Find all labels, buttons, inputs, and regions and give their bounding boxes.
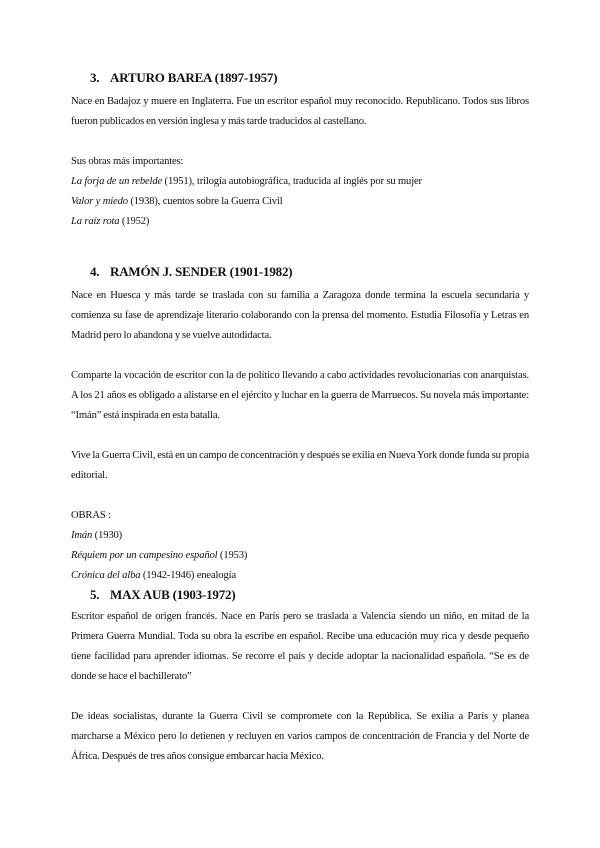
section-max-aub	[71, 587, 529, 767]
work-title: Valor y miedo	[71, 196, 128, 207]
work-detail: (1942-1946) enealogía	[140, 570, 236, 581]
work-title: Réquiem por un campesino español	[71, 550, 218, 561]
works-label: Sus obras más importantes:	[71, 156, 184, 167]
bio-paragraph: Escritor español de origen francés. Nace en París pero se traslada a Valencia siendo un niño, en mitad de la Primera Guerra Mundial. Toda su obra la escribe en español. Recibe una educación muy rica y desde pequeño tiene facilidad para aprender idiomas. Se recorre el país y decide adoptar la nacionalidad española. “Se es de donde se hace el bachillerato”	[71, 611, 529, 682]
section-title: MAX AUB (1903-1972)	[110, 587, 236, 602]
works-label: OBRAS :	[71, 510, 111, 521]
bio-paragraph: De ideas socialistas, durante la Guerra Civil se compromete con la República. Se exilia a París y planea marcharse a México pero lo detienen y recluyen en varios campos de concentración de Francia y del Norte de África. Después de tres años consigue embarcar hacia México.	[71, 711, 529, 762]
section-number: 4.	[90, 264, 100, 279]
work-item	[71, 212, 529, 232]
section-heading	[71, 587, 529, 603]
bio-paragraph: Comparte la vocación de escritor con la de político llevando a cabo actividades revolucionarias con anarquistas. A los 21 años es obligado a alistarse en el ejército y luchar en la guerra de Marruecos. Su novela más importante: “Imán” está inspirada en esta batalla.	[71, 370, 529, 421]
work-title: Crónica del alba	[71, 570, 141, 581]
section-title: ARTURO BAREA (1897-1957)	[110, 70, 278, 85]
section-ramon-sender	[71, 264, 529, 586]
bio-paragraph: Nace en Badajoz y muere en Inglaterra. Fue un escritor español muy reconocido. Republicano. Todos sus libros fueron publicados en versión inglesa y más tarde traducidos al castellano.	[71, 96, 529, 127]
work-detail: (1953)	[217, 550, 248, 561]
work-item	[71, 526, 529, 546]
work-item	[71, 566, 529, 586]
bio-paragraph: Vive la Guerra Civil, está en un campo de concentración y después se exilia en Nueva York donde funda su propia editorial.	[71, 450, 529, 481]
section-number: 3.	[90, 70, 100, 85]
work-detail: (1952)	[119, 216, 150, 227]
section-number: 5.	[90, 587, 100, 602]
work-detail: (1930)	[92, 530, 123, 541]
bio-paragraph: Nace en Huesca y más tarde se traslada con su familia a Zaragoza donde termina la escuela secundaria y comienza su fase de aprendizaje literario colaborando con la prensa del momento. Estudia Filosofía y Letras en Madrid pero lo abandona y se vuelve autodidacta.	[71, 290, 529, 341]
work-title: La raíz rota	[71, 216, 120, 227]
section-heading	[71, 264, 529, 280]
work-detail: (1938), cuentos sobre la Guerra Civil	[127, 196, 283, 207]
section-title: RAMÓN J. SENDER (1901-1982)	[110, 264, 293, 279]
work-item	[71, 192, 529, 212]
section-arturo-barea	[71, 70, 529, 232]
work-title: La forja de un rebelde	[71, 176, 163, 187]
section-heading	[71, 70, 529, 86]
work-detail: (1951), trilogía autobiográfica, traducida al inglés por su mujer	[162, 176, 422, 187]
work-item	[71, 546, 529, 566]
work-title: Imán	[71, 530, 93, 541]
work-item	[71, 172, 529, 192]
